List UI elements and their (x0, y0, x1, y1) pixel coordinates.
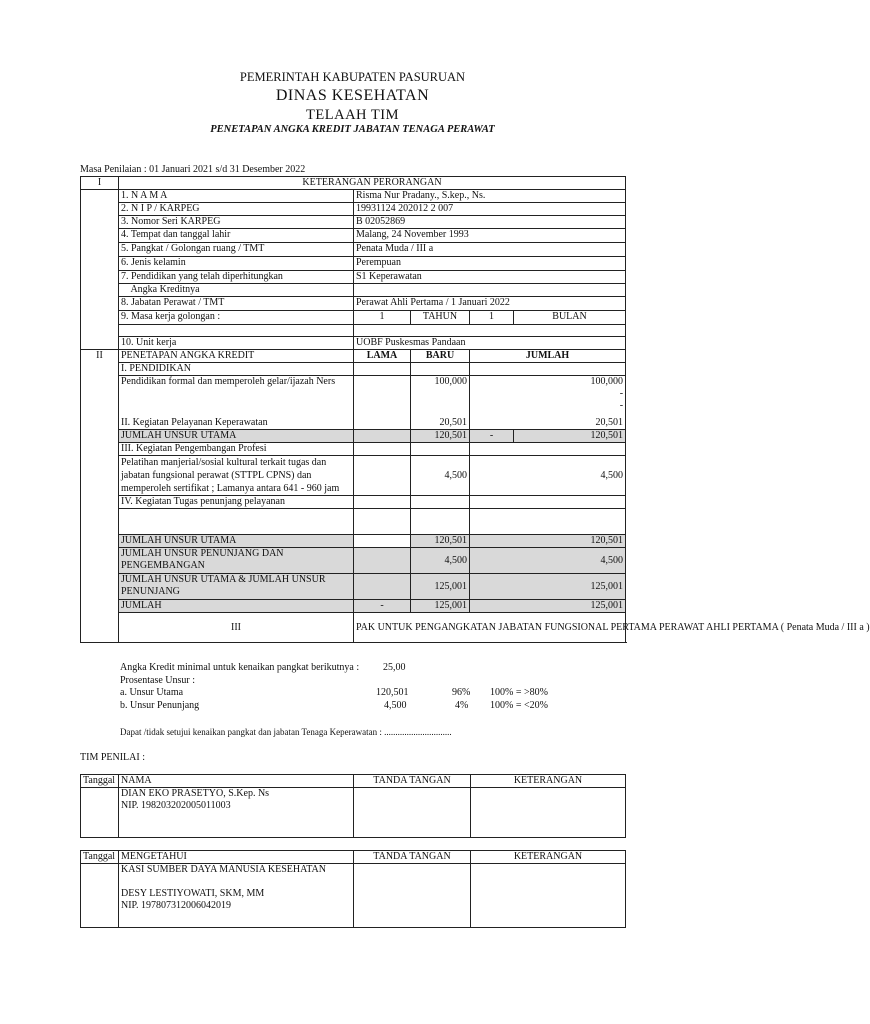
field-value: S1 Keperawatan (354, 271, 626, 284)
pelayanan-jumlah: 20,501 (595, 417, 624, 428)
mengetahui-nip: NIP. 197807312006042019 (121, 900, 232, 911)
pendidikan-label: I. PENDIDIKAN (119, 363, 354, 376)
field-value: B 02052869 (354, 216, 626, 229)
jumlah-label: JUMLAH (119, 600, 354, 613)
field-value: Malang, 24 November 1993 (354, 229, 626, 243)
unsur-penunjang-value: 4,500 (384, 700, 407, 711)
assessment-period: Masa Penilaian : 01 Januari 2021 s/d 31 Desember 2022 (80, 164, 306, 175)
sum-all-baru: 125,001 (411, 574, 470, 600)
field-label: 6. Jenis kelamin (119, 257, 354, 271)
prosentase-label: Prosentase Unsur : (120, 675, 195, 686)
header-institution: PEMERINTAH KABUPATEN PASURUAN (239, 70, 466, 84)
mengetahui-name: DESY LESTIYOWATI, SKM, MM (121, 888, 265, 899)
dash: - (619, 400, 624, 411)
sum-penunjang-jumlah: 4,500 (470, 548, 626, 574)
section1-number: I (81, 177, 119, 190)
dash: - (619, 388, 624, 399)
jumlah-baru: 125,001 (411, 600, 470, 613)
note-cell[interactable] (471, 788, 626, 838)
angka-kredit-value: 25,00 (383, 662, 406, 673)
unsur-penunjang-pct: 4% (455, 700, 469, 711)
header-department: DINAS KESEHATAN (275, 87, 430, 104)
signature-cell[interactable] (354, 788, 471, 838)
field-value: UOBF Puskesmas Pandaan (354, 337, 626, 350)
field-label: 2. N I P / KARPEG (119, 203, 354, 216)
mengetahui-position: KASI SUMBER DAYA MANUSIA KESEHATAN (121, 864, 326, 875)
field-label: 3. Nomor Seri KARPEG (119, 216, 354, 229)
sum-all-jumlah: 125,001 (470, 574, 626, 600)
header-title: TELAAH TIM (306, 107, 399, 123)
pelayanan-baru: 20,501 (439, 417, 467, 428)
pengembangan-label: III. Kegiatan Pengembangan Profesi (119, 443, 354, 456)
field-value: 19931124 202012 2 007 (354, 203, 626, 216)
penunjang-label: IV. Kegiatan Tugas penunjang pelayanan (119, 496, 354, 509)
section2-title: PENETAPAN ANGKA KREDIT (119, 350, 354, 363)
col-mengetahui: MENGETAHUI (119, 851, 354, 864)
field-value: Risma Nur Pradany., S.kep., Ns. (354, 190, 626, 203)
sum-utama-label: JUMLAH UNSUR UTAMA (119, 535, 354, 548)
main-table (80, 176, 870, 643)
section2-number: II (81, 350, 119, 643)
jumlah-jumlah: 125,001 (470, 600, 626, 613)
pelatihan-jumlah: 4,500 (470, 456, 626, 496)
decision-text: Dapat /tidak setujui kenaikan pangkat dan jabatan Tenaga Keperawatan : .............................. (120, 727, 452, 737)
col-tanda-tangan: TANDA TANGAN (354, 851, 471, 864)
col-jumlah: JUMLAH (470, 350, 626, 363)
field-label: 9. Masa kerja golongan : (119, 311, 354, 325)
pendidikan-baru: 100,000 (434, 376, 467, 387)
pendidikan-formal: Pendidikan formal dan memperoleh gelar/ijazah Ners (121, 376, 336, 387)
field-label: Angka Kreditnya (119, 284, 354, 297)
tim-penilai-title: TIM PENILAI : (80, 752, 145, 763)
pelayanan-label: II. Kegiatan Pelayanan Keperawatan (121, 417, 268, 428)
years-unit: TAHUN (411, 311, 470, 325)
sum-all-label: JUMLAH UNSUR UTAMA & JUMLAH UNSUR PENUNJANG (119, 574, 354, 600)
jumlah-unsur-utama-label: JUMLAH UNSUR UTAMA (119, 430, 354, 443)
section1-title: KETERANGAN PERORANGAN (119, 177, 626, 190)
field-value: Perempuan (354, 257, 626, 271)
pelatihan-line: memperoleh sertifikat ; Lamanya antara 641 - 960 jam (121, 483, 340, 494)
jumlah-unsur-utama-jumlah: 120,501 (514, 430, 626, 443)
col-tanggal: Tanggal (81, 851, 119, 864)
field-label: 7. Pendidikan yang telah diperhitungkan (119, 271, 354, 284)
field-label: 4. Tempat dan tanggal lahir (119, 229, 354, 243)
pelatihan-line: Pelatihan manjerial/sosial kultural terkait tugas dan (121, 457, 327, 468)
signature-cell[interactable] (354, 864, 471, 928)
months-unit: BULAN (514, 311, 626, 325)
field-value: Penata Muda / III a (354, 243, 626, 257)
col-baru: BARU (411, 350, 470, 363)
unsur-utama-label: a. Unsur Utama (120, 687, 184, 698)
jumlah-unsur-utama-baru: 120,501 (411, 430, 470, 443)
col-nama: NAMA (119, 775, 354, 788)
field-value: Perawat Ahli Pertama / 1 Januari 2022 (354, 297, 626, 311)
field-label: 1. N A M A (119, 190, 354, 203)
sum-utama-jumlah: 120,501 (470, 535, 626, 548)
jumlah-unsur-utama-dash: - (470, 430, 514, 443)
col-tanggal: Tanggal (81, 775, 119, 788)
unsur-utama-value: 120,501 (376, 687, 409, 698)
col-tanda-tangan: TANDA TANGAN (354, 775, 471, 788)
mengetahui-table (80, 850, 626, 928)
angka-kredit-label: Angka Kredit minimal untuk kenaikan pangkat berikutnya : (120, 662, 360, 673)
pendidikan-jumlah: 100,000 (590, 376, 624, 387)
field-label: 10. Unit kerja (119, 337, 354, 350)
section3-text: PAK UNTUK PENGANGKATAN JABATAN FUNGSIONAL PERTAMA PERAWAT AHLI PERTAMA ( Penata Muda / III a ) (354, 613, 626, 643)
penilai-nip: NIP. 198203202005011003 (121, 800, 231, 811)
field-value (354, 284, 626, 297)
col-keterangan: KETERANGAN (471, 851, 626, 864)
penilai-name: DIAN EKO PRASETYO, S.Kep. Ns (121, 788, 270, 799)
unsur-penunjang-label: b. Unsur Penunjang (120, 700, 200, 711)
col-keterangan: KETERANGAN (471, 775, 626, 788)
unsur-utama-req: 100% = >80% (490, 687, 548, 698)
col-lama: LAMA (354, 350, 411, 363)
header-subtitle: PENETAPAN ANGKA KREDIT JABATAN TENAGA PERAWAT (210, 124, 495, 135)
tim-penilai-table (80, 774, 626, 838)
section3-number: III (119, 613, 354, 643)
sum-penunjang-baru: 4,500 (411, 548, 470, 574)
jumlah-lama: - (354, 600, 411, 613)
note-cell[interactable] (471, 864, 626, 928)
months-value: 1 (470, 311, 514, 325)
pelatihan-line: jabatan fungsional perawat (STTPL CPNS) dan (121, 470, 312, 481)
pelatihan-baru: 4,500 (411, 456, 470, 496)
field-label: 5. Pangkat / Golongan ruang / TMT (119, 243, 354, 257)
unsur-utama-pct: 96% (452, 687, 471, 698)
field-label: 8. Jabatan Perawat / TMT (119, 297, 354, 311)
years-value: 1 (354, 311, 411, 325)
sum-utama-baru: 120,501 (411, 535, 470, 548)
unsur-penunjang-req: 100% = <20% (490, 700, 548, 711)
sum-penunjang-label: JUMLAH UNSUR PENUNJANG DAN PENGEMBANGAN (119, 548, 354, 574)
